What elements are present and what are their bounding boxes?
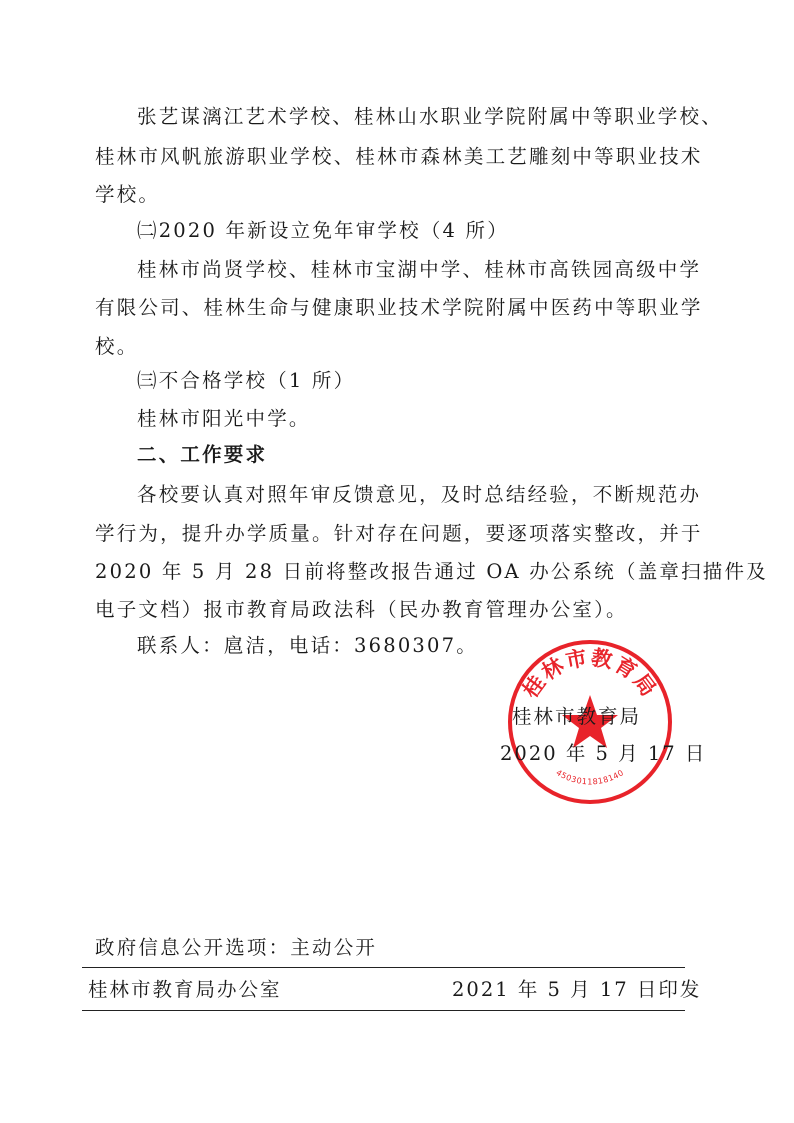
paragraph-line: 电子文档）报市教育局政法科（民办教育管理办公室）。 [95, 598, 628, 621]
footer-issuer: 桂林市教育局办公室 [88, 978, 282, 1001]
footer-bottom-rule [82, 1010, 685, 1011]
section-title: ㈢不合格学校（1 所） [137, 369, 356, 392]
paragraph-line: 桂林市尚贤学校、桂林市宝湖中学、桂林市高铁园高级中学 [137, 258, 702, 281]
paragraph-line: 张艺谋漓江艺术学校、桂林山水职业学院附属中等职业学校、 [137, 105, 723, 128]
seal-org-text: 桂林市教育局 [518, 645, 662, 703]
signature-date: 2020 年 5 月 17 日 [500, 742, 707, 765]
paragraph-line: 桂林市风帆旅游职业学校、桂林市森林美工艺雕刻中等职业技术 [95, 145, 703, 168]
paragraph-line: 2020 年 5 月 28 日前将整改报告通过 OA 办公系统（盖章扫描件及 [95, 560, 768, 583]
paragraph-line: 学行为，提升办学质量。针对存在问题，要逐项落实整改，并于 [95, 522, 703, 545]
paragraph-line: 各校要认真对照年审反馈意见，及时总结经验，不断规范办 [137, 483, 702, 506]
paragraph-line: 校。 [95, 335, 139, 358]
section-title: ㈡2020 年新设立免年审学校（4 所） [137, 219, 509, 242]
paragraph-line: 有限公司、桂林生命与健康职业技术学院附属中医药中等职业学 [95, 296, 703, 319]
part-heading: 二、工作要求 [137, 443, 268, 466]
paragraph-line: 学校。 [95, 183, 161, 206]
disclosure-option: 政府信息公开选项：主动公开 [95, 936, 378, 959]
footer-top-rule [82, 967, 685, 968]
contact-line: 联系人：扈洁，电话：3680307。 [137, 634, 478, 657]
seal-code-text: 4503011818140 [554, 767, 626, 787]
footer-print-date: 2021 年 5 月 17 日印发 [452, 978, 702, 1001]
paragraph-line: 桂林市阳光中学。 [137, 407, 311, 430]
signature-org: 桂林市教育局 [512, 705, 642, 728]
